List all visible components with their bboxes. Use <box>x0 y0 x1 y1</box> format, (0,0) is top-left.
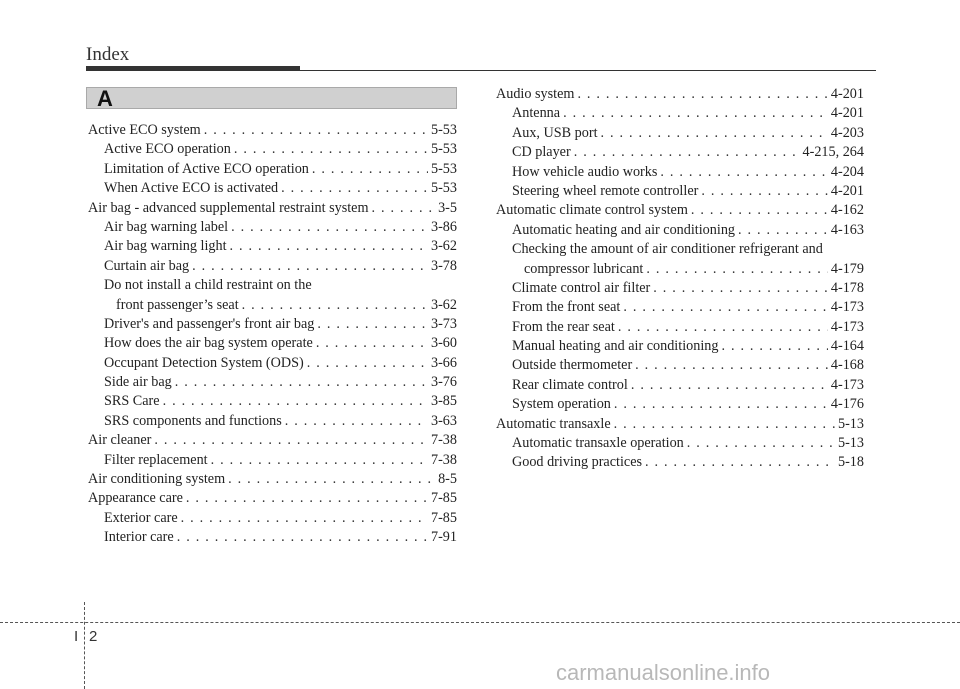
footer-page-number: 2 <box>89 628 98 645</box>
index-entry-label: Air bag - advanced supplemental restraint system <box>88 199 369 216</box>
index-entry-label: Outside thermometer <box>512 357 633 374</box>
index-entry-page: 4-179 <box>830 260 864 277</box>
index-entry-label: From the rear seat <box>512 318 615 335</box>
dot-leader <box>721 337 827 356</box>
index-entry <box>496 104 864 123</box>
index-entry-page: 7-85 <box>430 490 457 507</box>
index-entry-label: Antenna <box>512 105 561 122</box>
dot-leader <box>623 298 828 317</box>
index-entry-page: 4-203 <box>830 124 864 141</box>
dot-leader <box>177 528 428 547</box>
index-entry-label: Curtain air bag <box>104 257 190 274</box>
index-entry-page: 4-173 <box>830 376 864 393</box>
dot-leader <box>317 315 428 334</box>
index-entry-page: 3-86 <box>430 218 457 235</box>
index-entry <box>88 431 457 450</box>
index-entry-page: 3-78 <box>430 257 457 274</box>
index-entry-page: 3-5 <box>438 199 457 216</box>
index-entry-page: 3-76 <box>430 374 457 391</box>
index-entry-page: 3-62 <box>430 238 457 255</box>
index-entry-page: 4-162 <box>830 202 864 219</box>
index-entry-page: 7-85 <box>430 509 457 526</box>
section-letter: A <box>97 86 113 111</box>
dot-leader <box>181 509 428 528</box>
index-entry-label: Driver's and passenger's front air bag <box>104 315 315 332</box>
dot-leader <box>316 334 428 353</box>
index-entry <box>496 124 864 143</box>
index-entry <box>88 296 457 315</box>
index-entry <box>496 337 864 356</box>
index-entry-page: 3-73 <box>430 315 457 332</box>
index-entry-page: 5-53 <box>430 180 457 197</box>
index-entry-label: SRS Care <box>104 393 160 410</box>
index-entry <box>496 415 864 434</box>
index-entry-page: 4-201 <box>830 105 864 122</box>
index-entry-label: System operation <box>512 396 611 413</box>
index-entry-label: Steering wheel remote controller <box>512 182 699 199</box>
watermark-text: carmanualsonline.info <box>556 660 771 685</box>
index-entry-page: 5-13 <box>837 415 864 432</box>
index-entry-page: 4-215, 264 <box>802 144 864 161</box>
index-column-right <box>496 85 864 473</box>
index-entry-page: 4-176 <box>830 396 864 413</box>
index-entry-label: When Active ECO is activated <box>104 180 279 197</box>
index-entry-page: 4-201 <box>830 86 864 102</box>
header-rule-thick <box>86 66 300 71</box>
index-entry-page: 3-62 <box>430 296 457 313</box>
index-entry-page: 5-13 <box>837 435 864 452</box>
index-entry-page: 7-38 <box>430 451 457 468</box>
index-entry-page: 3-66 <box>430 354 457 371</box>
index-entry-label: Limitation of Active ECO operation <box>104 160 309 177</box>
index-entry <box>88 199 457 218</box>
index-entry-label: Automatic transaxle operation <box>512 435 684 452</box>
index-entry <box>88 121 457 140</box>
index-entry <box>496 356 864 375</box>
index-entry-label: Exterior care <box>104 509 178 526</box>
dot-leader <box>687 434 835 453</box>
dot-leader <box>285 412 428 431</box>
index-entry <box>496 453 864 472</box>
index-entry <box>496 279 864 298</box>
dot-leader <box>614 415 835 434</box>
index-entry <box>496 163 864 182</box>
index-entry-page: 4-168 <box>830 357 864 374</box>
index-entry-label: From the front seat <box>512 299 621 316</box>
index-entry <box>88 451 457 470</box>
index-entry <box>88 237 457 256</box>
dot-leader <box>175 373 428 392</box>
dot-leader <box>738 221 828 240</box>
index-entry-page: 4-173 <box>830 318 864 335</box>
index-entry-label: Occupant Detection System (ODS) <box>104 354 304 371</box>
index-entry <box>88 528 457 547</box>
dot-leader <box>242 296 428 315</box>
index-entry-label: Air cleaner <box>88 432 152 449</box>
index-entry <box>88 354 457 373</box>
index-entry <box>496 298 864 317</box>
dot-leader <box>601 124 828 143</box>
index-entry-label: Appearance care <box>88 490 183 507</box>
index-column-left <box>88 121 457 548</box>
index-entry <box>88 489 457 508</box>
index-entry <box>88 392 457 411</box>
footer-section-id: I <box>74 628 79 645</box>
index-entry-page: 4-204 <box>830 163 864 180</box>
index-entry-label: CD player <box>512 144 571 161</box>
index-entry <box>496 318 864 337</box>
dot-leader <box>372 199 436 218</box>
index-entry <box>88 140 457 159</box>
index-entry-label: front passenger’s seat <box>116 296 239 313</box>
index-entry <box>88 276 457 295</box>
dot-leader <box>614 395 828 414</box>
footer-vertical-rule <box>84 602 85 689</box>
index-entry <box>88 257 457 276</box>
dot-leader <box>646 260 828 279</box>
dot-leader <box>691 201 828 220</box>
index-entry <box>496 85 864 104</box>
index-entry <box>88 315 457 334</box>
index-entry <box>496 182 864 201</box>
index-entry-page: 5-53 <box>430 160 457 177</box>
dot-leader <box>211 451 428 470</box>
index-entry-page: 3-60 <box>430 335 457 352</box>
index-entry-page: 5-53 <box>430 141 457 158</box>
index-entry <box>88 160 457 179</box>
dot-leader <box>228 470 435 489</box>
index-entry-page: 4-164 <box>830 338 864 355</box>
index-entry <box>88 373 457 392</box>
index-entry-label: Automatic transaxle <box>496 415 611 432</box>
index-entry <box>88 179 457 198</box>
dot-leader <box>312 160 428 179</box>
dot-leader <box>231 218 428 237</box>
index-entry-label: SRS components and functions <box>104 412 282 429</box>
dot-leader <box>192 257 428 276</box>
dot-leader <box>204 121 428 140</box>
index-entry-label: Air bag warning label <box>104 218 229 235</box>
index-entry-label: Checking the amount of air conditioner refrigerant and <box>512 241 823 258</box>
header-rule-thin <box>300 70 876 71</box>
dot-leader <box>281 179 428 198</box>
index-entry-page: 4-178 <box>830 279 864 296</box>
dot-leader <box>230 237 428 256</box>
index-entry-label: Good driving practices <box>512 454 643 471</box>
index-entry-label: Active ECO operation <box>104 141 231 158</box>
index-entry-page: 4-201 <box>830 182 864 199</box>
index-entry-label: Aux, USB port <box>512 124 598 141</box>
index-entry-label: compressor lubricant <box>524 260 644 277</box>
index-entry <box>88 334 457 353</box>
index-entry <box>496 260 864 279</box>
index-entry <box>496 240 864 259</box>
index-entry-page: 7-91 <box>430 529 457 546</box>
dot-leader <box>577 85 827 104</box>
dot-leader <box>563 104 828 123</box>
dot-leader <box>186 489 428 508</box>
index-entry <box>496 376 864 395</box>
index-entry-page: 5-18 <box>837 454 864 471</box>
index-entry-page: 3-85 <box>430 393 457 410</box>
index-entry <box>496 395 864 414</box>
section-header-box <box>86 87 457 109</box>
index-entry <box>88 470 457 489</box>
dot-leader <box>163 392 428 411</box>
index-entry-label: Air bag warning light <box>104 238 227 255</box>
index-entry <box>88 412 457 431</box>
index-entry-label: Manual heating and air conditioning <box>512 338 719 355</box>
index-entry-label: Rear climate control <box>512 376 628 393</box>
index-entry-label: Audio system <box>496 86 575 102</box>
dot-leader <box>635 356 828 375</box>
index-entry-label: Air conditioning system <box>88 471 226 488</box>
dot-leader <box>660 163 828 182</box>
dot-leader <box>574 143 800 162</box>
index-entry-label: Do not install a child restraint on the <box>104 277 312 294</box>
dot-leader <box>154 431 428 450</box>
page-title: Index <box>86 44 130 65</box>
index-entry-label: Climate control air filter <box>512 279 651 296</box>
index-entry-page: 5-53 <box>430 122 457 138</box>
index-entry-label: Active ECO system <box>88 122 201 138</box>
index-entry <box>88 218 457 237</box>
index-entry <box>496 201 864 220</box>
dot-leader <box>234 140 428 159</box>
footer-rule <box>0 622 960 623</box>
index-entry <box>496 434 864 453</box>
index-entry-label: How vehicle audio works <box>512 163 658 180</box>
index-entry <box>496 143 864 162</box>
index-entry-label: Interior care <box>104 529 174 546</box>
index-entry <box>88 509 457 528</box>
index-entry-page: 8-5 <box>438 471 457 488</box>
dot-leader <box>631 376 828 395</box>
index-entry-label: How does the air bag system operate <box>104 335 313 352</box>
index-entry-label: Side air bag <box>104 374 172 391</box>
dot-leader <box>701 182 828 201</box>
dot-leader <box>645 453 835 472</box>
index-entry-label: Automatic climate control system <box>496 202 688 219</box>
index-entry-label: Automatic heating and air conditioning <box>512 221 736 238</box>
index-entry-page: 3-63 <box>430 412 457 429</box>
dot-leader <box>653 279 828 298</box>
index-entry-page: 7-38 <box>430 432 457 449</box>
index-entry <box>496 221 864 240</box>
dot-leader <box>307 354 428 373</box>
index-entry-page: 4-173 <box>830 299 864 316</box>
dot-leader <box>618 318 828 337</box>
index-entry-page: 4-163 <box>830 221 864 238</box>
index-entry-label: Filter replacement <box>104 451 208 468</box>
